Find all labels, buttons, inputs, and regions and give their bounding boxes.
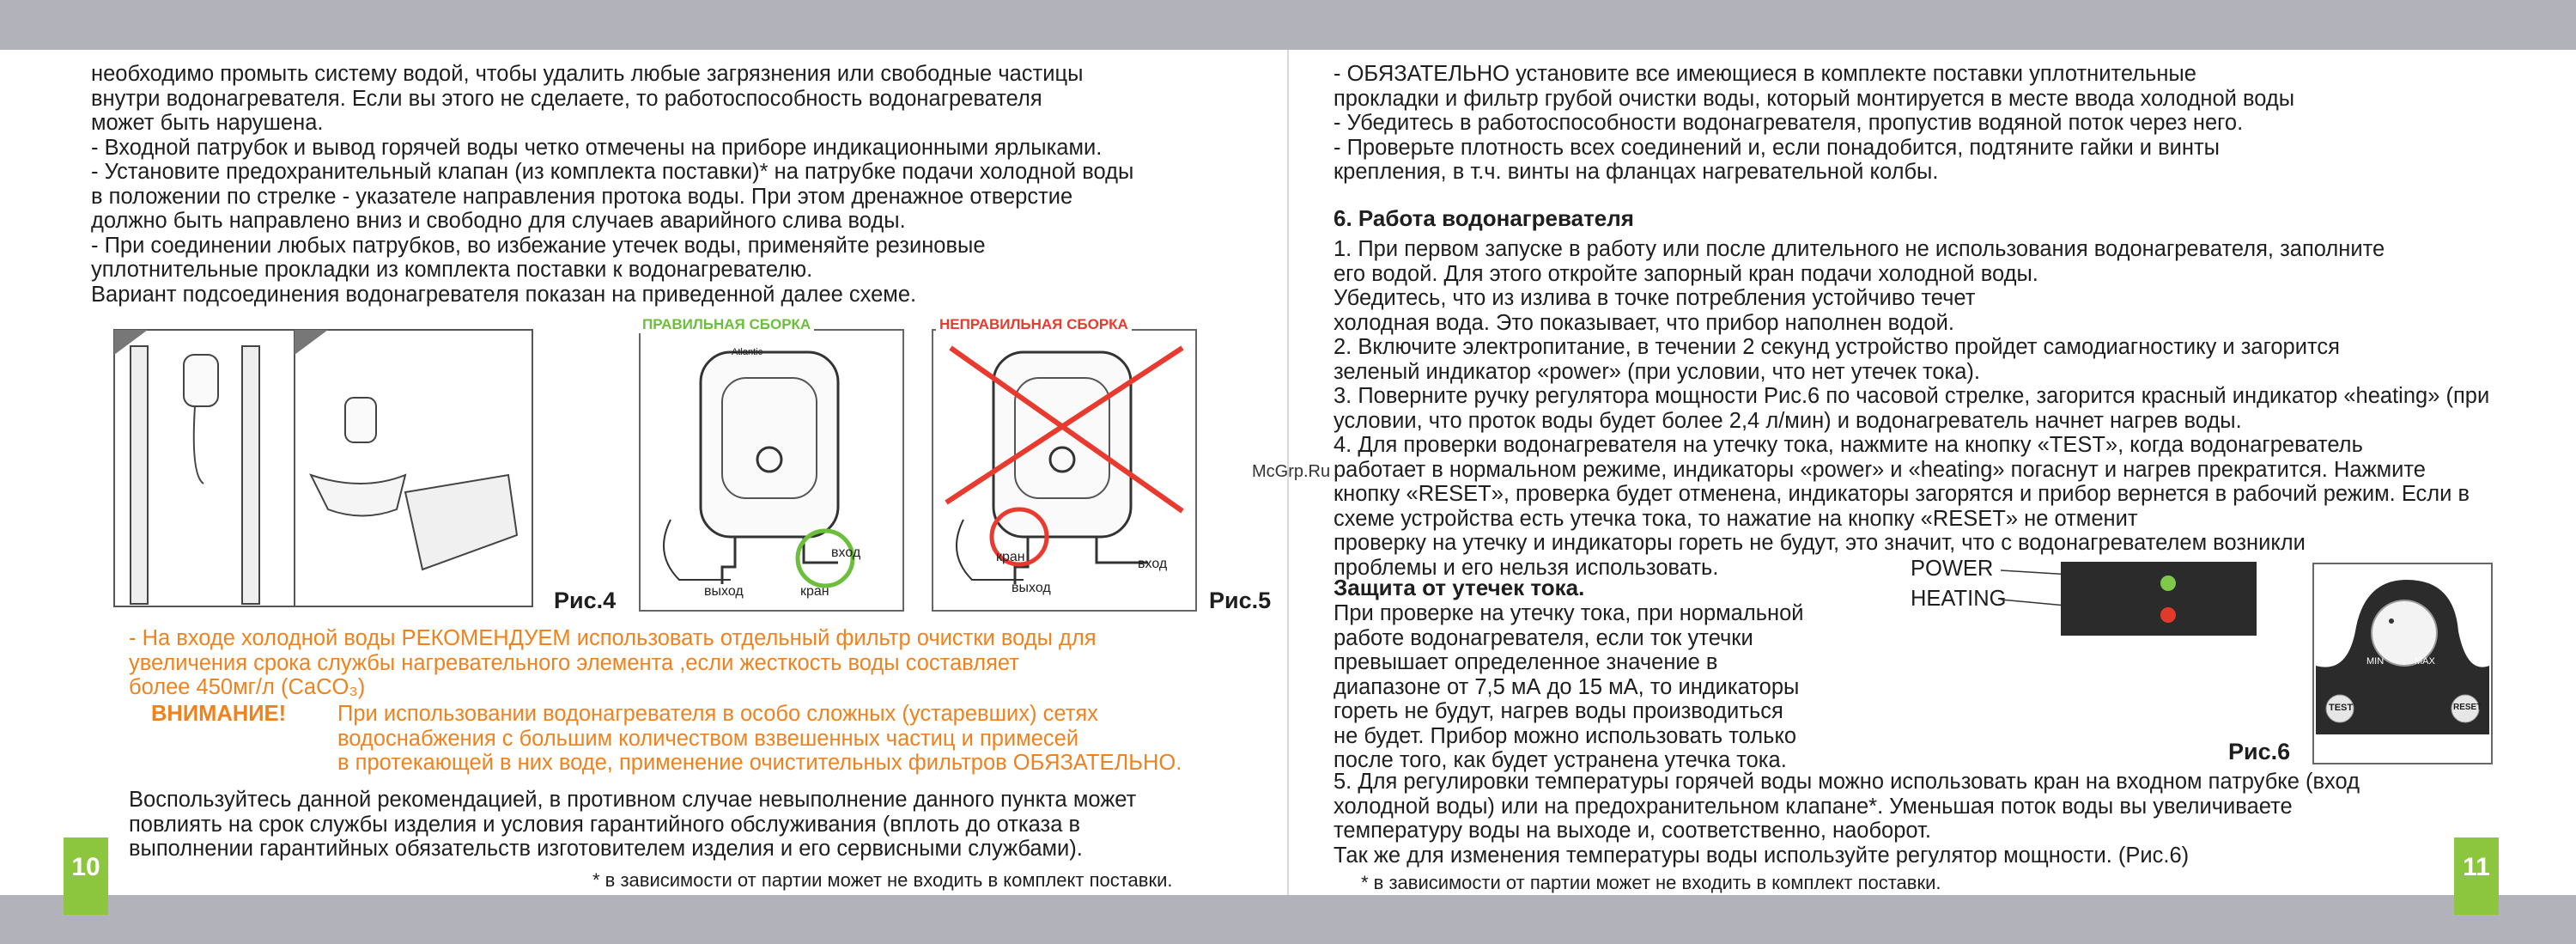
text-line: выполнении гарантийных обязательств изготовителем изделия и его сервисными службами). <box>129 837 1083 861</box>
text-line: кнопку «RESET», проверка будет отменена, индикаторы загорятся и прибор вернется в рабочий режим. Если в <box>1334 482 2470 506</box>
text-line: работе водонагревателя, если ток утечки <box>1334 625 1753 650</box>
text-line: 2. Включите электропитание, в течении 2 секунд устройство пройдет самодиагностику и загорится <box>1334 335 2340 359</box>
text-line: необходимо промыть систему водой, чтобы удалить любые загрязнения или свободные частицы <box>91 62 1084 86</box>
text-line: проверку на утечку и индикаторы гореть не будут, это значит, что с водонагревателем возникли <box>1334 531 2306 555</box>
label-vyhod: выход <box>704 584 744 599</box>
text-line: холодная вода. Это показывает, что прибор наполнен водой. <box>1334 310 1954 335</box>
text-line: - На входе холодной воды РЕКОМЕНДУЕМ использовать отдельный фильтр очистки воды для <box>129 626 1097 650</box>
text-line: прокладки и фильтр грубой очистки воды, который монтируется в месте ввода холодной воды <box>1334 86 2295 111</box>
warranty-note <box>129 788 1136 862</box>
protection-text <box>1334 601 1804 773</box>
filter-recommendation <box>129 626 1097 700</box>
heating-indicator-icon <box>2160 607 2176 623</box>
item5-text <box>1334 770 2360 868</box>
text-line: Вариант подсоединения водонагревателя показан на приведенной далее схеме. <box>91 282 917 307</box>
text-line: должно быть направлено вниз и свободно для случаев аварийного слива воды. <box>91 209 906 233</box>
heating-label: HEATING <box>1911 587 2007 611</box>
text-line: Убедитесь, что из излива в точке потребления устойчиво течет <box>1334 286 1976 310</box>
text-line: проблемы и его нельзя использовать. <box>1334 555 1719 580</box>
correct-heater-illustration <box>641 331 902 610</box>
text-line: увеличения срока службы нагревательного элемента ,если жесткость воды составляет <box>129 650 1019 675</box>
correct-assembly-label: ПРАВИЛЬНАЯ СБОРКА <box>639 316 814 333</box>
text-line: 5. Для регулировки температуры горячей воды можно использовать кран на входном патрубке (вход <box>1334 770 2360 794</box>
page-number-left: 10 <box>64 837 108 915</box>
text-line: условии, что проток воды будет более 2,4 л/мин) и водонагреватель начнет нагрев воды. <box>1334 408 2242 433</box>
test-button-label: TEST <box>2329 703 2354 713</box>
label-vhod: вход <box>1138 557 1168 571</box>
min-label: MIN <box>2366 656 2385 667</box>
text-line: - При соединении любых патрубков, во избежание утечек воды, применяйте резиновые <box>91 233 986 258</box>
text-line: внутри водонагревателя. Если вы этого не сделаете, то работоспособность водонагревателя <box>91 86 1042 111</box>
power-indicator-icon <box>2160 576 2176 591</box>
text-line: Воспользуйтесь данной рекомендацией, в противном случае невыполнение данного пункта может <box>129 788 1137 812</box>
text-line: после того, как будет устранена утечка тока. <box>1334 748 1787 772</box>
left-intro-text <box>91 62 1133 307</box>
wrong-assembly-label: НЕПРАВИЛЬНАЯ СБОРКА <box>936 316 1132 333</box>
text-line: - Установите предохранительный клапан (из комплекта поставки)* на патрубке подачи холодной воды <box>91 160 1134 184</box>
figure-correct-assembly <box>639 329 904 612</box>
text-line: 1. При первом запуске в работу или после длительного не использования водонагревателя, заполните <box>1334 237 2385 261</box>
text-line: его водой. Для этого откройте запорный кран подачи холодной воды. <box>1334 261 2038 286</box>
fig6-caption: Рис.6 <box>2228 739 2291 764</box>
left-footnote: * в зависимости от партии может не входить в комплект поставки. <box>592 869 1173 891</box>
figure-4 <box>113 329 534 608</box>
reset-button-label: RESET <box>2453 703 2482 712</box>
text-line: - Проверьте плотность всех соединений и, если понадобится, подтяните гайки и винты <box>1334 135 2221 160</box>
operation-steps <box>1334 237 2489 580</box>
watermark: McGrp.Ru <box>1252 462 1331 481</box>
attention-label: ВНИМАНИЕ! <box>151 702 287 726</box>
bottom-band <box>0 895 2576 944</box>
text-line: Так же для изменения температуры воды используйте регулятор мощности. (Рис.6) <box>1334 843 2190 868</box>
text-line: При использовании водонагревателя в особо сложных (устаревших) сетях <box>337 702 1098 726</box>
text-line: 3. Поверните ручку регулятора мощности Рис.6 по часовой стрелке, загорится красный индикатор «heating» (при <box>1334 384 2490 408</box>
right-footnote: * в зависимости от партии может не входить в комплект поставки. <box>1361 872 1941 893</box>
fig5-caption: Рис.5 <box>1209 588 1272 613</box>
text-line: крепления, в т.ч. винты на фланцах нагревательной колбы. <box>1334 160 1939 184</box>
text-line: водоснабжения с большим количеством взвешенных частиц и примесей <box>337 726 1079 751</box>
power-label: POWER <box>1911 557 1994 581</box>
text-line: - Входной патрубок и вывод горячей воды четко отмечены на приборе индикационными ярлыками. <box>91 135 1103 160</box>
text-line: может быть нарушена. <box>91 111 324 135</box>
text-line: температуру воды на выходе и, соответственно, наоборот. <box>1334 819 1931 843</box>
protection-title: Защита от утечек тока. <box>1334 575 1585 600</box>
label-vhod: вход <box>831 545 861 560</box>
label-vyhod: выход <box>1012 581 1051 595</box>
text-line: 4. Для проверки водонагревателя на утечку тока, нажмите на кнопку «TEST», когда водонагреватель <box>1334 433 2363 457</box>
label-kran: кран <box>800 584 829 599</box>
text-line: превышает определенное значение в <box>1334 650 1718 674</box>
right-intro-text <box>1334 62 2294 185</box>
section-title: 6. Работа водонагревателя <box>1334 205 1634 231</box>
text-line: гореть не будут, нагрев воды производиться <box>1334 699 1783 723</box>
text-line: в протекающей в них воде, применение очистительных фильтров ОБЯЗАТЕЛЬНО. <box>337 751 1182 775</box>
text-line: диапазоне от 7,5 мА до 15 мА, то индикаторы <box>1334 674 1800 699</box>
attention-text <box>337 702 1182 776</box>
label-kran: кран <box>996 550 1025 564</box>
text-line: схеме устройства есть утечка тока, то нажатие на кнопку «RESET» не отменит <box>1334 506 2138 531</box>
fig4-caption: Рис.4 <box>554 588 617 613</box>
page-number-right: 11 <box>2454 837 2499 915</box>
text-line: При проверке на утечку тока, при нормальной <box>1334 601 1804 625</box>
text-line: работает в нормальном режиме, индикаторы «power» и «heating» погаснут и нагрев прекратится. Нажмите <box>1334 457 2426 482</box>
text-line: в положении по стрелке - указателе направления протока воды. При этом дренажное отверстие <box>91 184 1073 209</box>
max-label: MAX <box>2415 656 2435 667</box>
text-line: - ОБЯЗАТЕЛЬНО установите все имеющиеся в комплекте поставки уплотнительные <box>1334 62 2196 86</box>
installation-illustration <box>113 329 534 608</box>
brand-logo: Atlantic <box>732 347 763 357</box>
text-line: зеленый индикатор «power» (при условии, что нет утечек тока). <box>1334 359 1981 384</box>
text-line: уплотнительные прокладки из комплекта поставки к водонагревателю. <box>91 258 813 282</box>
control-panel-illustration <box>2312 563 2493 764</box>
top-band <box>0 0 2576 50</box>
indicator-panel <box>2001 558 2258 640</box>
text-line: повлиять на срок службы изделия и условия гарантийного обслуживания (вплоть до отказа в <box>129 812 1081 837</box>
text-line: более 450мг/л (CaCO₃) <box>129 675 366 699</box>
text-line: - Убедитесь в работоспособности водонагревателя, пропустив водяной поток через него. <box>1334 111 2244 135</box>
text-line: не будет. Прибор можно использовать только <box>1334 723 1797 748</box>
text-line: холодной воды) или на предохранительном клапане*. Уменьшая поток воды вы увеличиваете <box>1334 794 2293 819</box>
